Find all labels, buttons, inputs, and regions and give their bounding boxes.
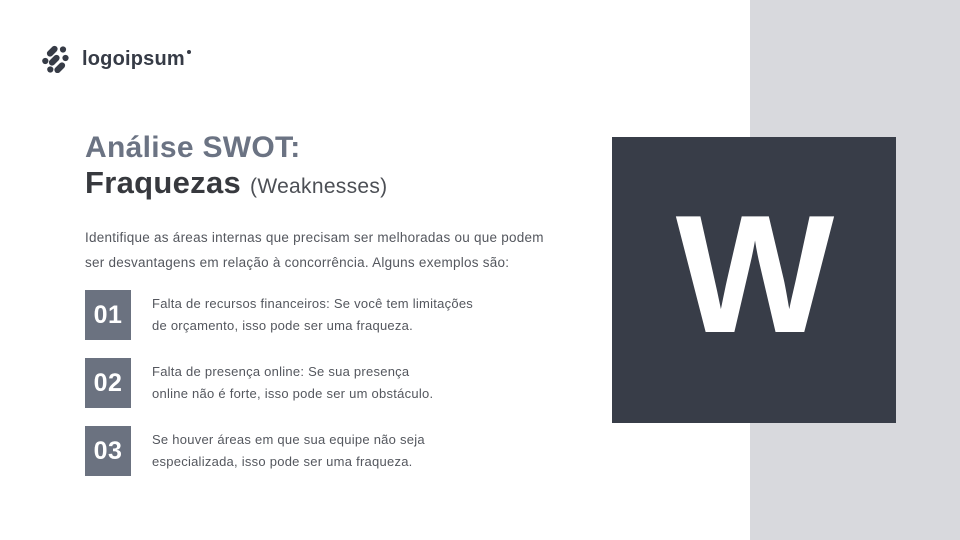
list-item-01 [85, 290, 473, 340]
item-number-badge: 02 [85, 358, 131, 408]
item-text-line-2: de orçamento, isso pode ser uma fraqueza. [152, 318, 414, 333]
title-block [85, 131, 387, 205]
item-text-line-2: online não é forte, isso pode ser um obstáculo. [152, 386, 434, 401]
intro-paragraph [85, 226, 544, 275]
intro-line-1: Identifique as áreas internas que precisam ser melhoradas ou que podem [85, 230, 544, 245]
item-text-line-2: especializada, isso pode ser uma fraqueza. [152, 454, 413, 469]
page-title-kicker: Análise SWOT: [85, 131, 301, 164]
item-number-badge: 03 [85, 426, 131, 476]
page-title-annotation: (Weaknesses) [250, 175, 388, 198]
weaknesses-letter-tile [612, 137, 896, 423]
list-item-03 [85, 426, 473, 476]
list-item-02 [85, 358, 473, 408]
weakness-list [85, 290, 473, 476]
page-title-main: Fraquezas [85, 165, 242, 200]
item-text-line-1: Se houver áreas em que sua equipe não seja [152, 432, 425, 447]
item-text-line-1: Falta de presença online: Se sua presença [152, 364, 410, 379]
item-text [152, 361, 433, 405]
page-title [85, 165, 387, 205]
item-text [152, 293, 473, 337]
logoipsum-dots-icon [40, 44, 73, 73]
brand-trademark-dot [187, 50, 191, 54]
item-text-line-1: Falta de recursos financeiros: Se você tem limitações [152, 296, 474, 311]
letter-w: W [675, 180, 833, 368]
item-number-badge: 01 [85, 290, 131, 340]
brand-name: logoipsum [82, 47, 185, 70]
item-text [152, 429, 425, 473]
intro-line-2: ser desvantagens em relação à concorrência. Alguns exemplos são: [85, 254, 510, 270]
logo [40, 44, 191, 73]
